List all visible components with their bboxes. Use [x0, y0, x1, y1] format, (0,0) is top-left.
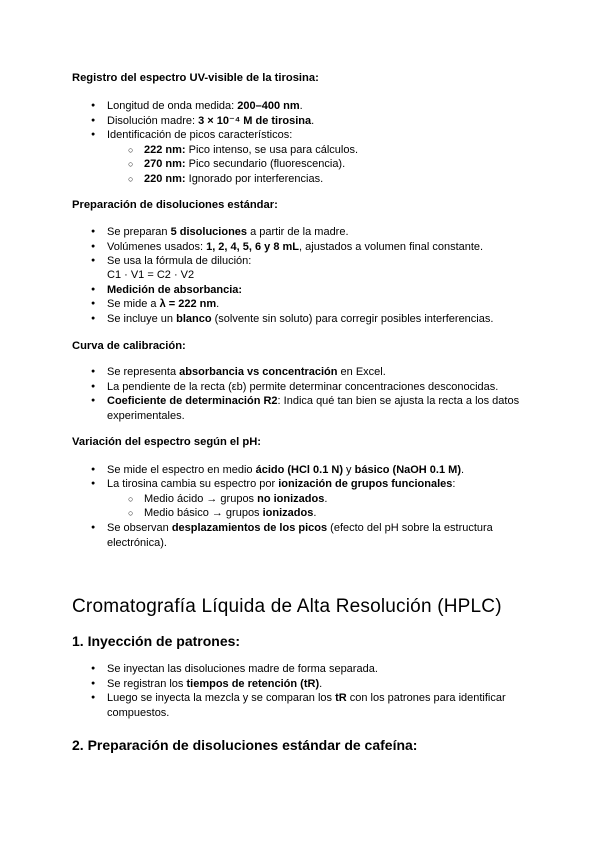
- list-item: ● Se representa absorbancia vs concentración en Excel.: [107, 365, 537, 380]
- list-item: ● Se observan desplazamientos de los picos (efecto del pH sobre la estructura electrónica).: [107, 521, 532, 550]
- list-item: ● Se usa la fórmula de dilución:: [107, 254, 537, 269]
- list-item: ● Medición de absorbancia:: [107, 283, 537, 298]
- sub-list-item: ○ Medio básico → grupos ionizados.: [144, 506, 316, 521]
- subsection-heading-caffeine: 2. Preparación de disoluciones estándar de cafeína:: [72, 737, 418, 753]
- list-item: ● Se mide el espectro en medio ácido (HCl 0.1 N) y básico (NaOH 0.1 M).: [107, 463, 537, 478]
- list-item: ● Se registran los tiempos de retención (tR).: [107, 677, 537, 692]
- list-item: ● Coeficiente de determinación R2: Indica qué tan bien se ajusta la recta a los datos experimentales.: [107, 394, 537, 423]
- list-item: ● Se incluye un blanco (solvente sin soluto) para corregir posibles interferencias.: [107, 312, 537, 327]
- section-heading-standard-solutions: Preparación de disoluciones estándar:: [72, 199, 278, 211]
- list-item: ● Se preparan 5 disoluciones a partir de la madre.: [107, 225, 537, 240]
- list-item: ● Luego se inyecta la mezcla y se comparan los tR con los patrones para identificar compuestos.: [107, 691, 537, 720]
- subsection-heading-injection: 1. Inyección de patrones:: [72, 633, 241, 649]
- list-item: ● Volúmenes usados: 1, 2, 4, 5, 6 y 8 mL, ajustados a volumen final constante.: [107, 240, 537, 255]
- list-item: ● La pendiente de la recta (εb) permite determinar concentraciones desconocidas.: [107, 380, 537, 395]
- section-heading-uv-spectrum: Registro del espectro UV-visible de la tirosina:: [72, 72, 319, 84]
- list-item: ● Disolución madre: 3 × 10⁻⁴ M de tirosina.: [107, 114, 537, 129]
- section-heading-calibration: Curva de calibración:: [72, 340, 186, 352]
- list-item: ● Identificación de picos característicos:: [107, 128, 537, 143]
- dilution-formula: C1 · V1 = C2 · V2: [107, 269, 195, 281]
- sub-list-item: ○ 220 nm: Ignorado por interferencias.: [144, 172, 323, 187]
- sub-list-item: ○ 270 nm: Pico secundario (fluorescencia).: [144, 157, 345, 172]
- list-item: ● Longitud de onda medida: 200–400 nm.: [107, 99, 537, 114]
- list-item: ● Se mide a λ = 222 nm.: [107, 297, 537, 312]
- list-item: ● La tirosina cambia su espectro por ionización de grupos funcionales:: [107, 477, 537, 492]
- section-title-hplc: Cromatografía Líquida de Alta Resolución (HPLC): [72, 596, 502, 617]
- sub-list-item: ○ Medio ácido → grupos no ionizados.: [144, 492, 327, 507]
- sub-list-item: ○ 222 nm: Pico intenso, se usa para cálculos.: [144, 143, 358, 158]
- list-item: ● Se inyectan las disoluciones madre de forma separada.: [107, 662, 537, 677]
- section-heading-ph-variation: Variación del espectro según el pH:: [72, 436, 262, 448]
